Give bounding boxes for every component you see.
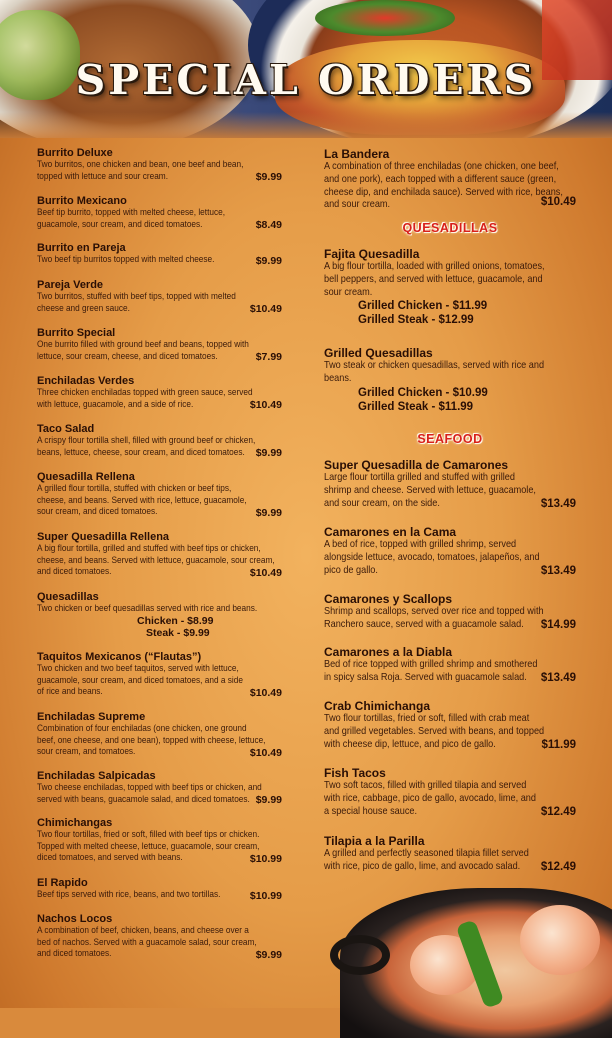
item-desc: and diced tomatoes. — [37, 566, 112, 577]
item-desc: cheese and green sauce. — [37, 302, 130, 313]
item-desc: guacamole, sour cream, and diced tomatoes, and a side — [37, 674, 243, 685]
item-desc: Bed of rice topped with grilled shrimp and smothered — [324, 659, 538, 670]
item-desc: Combination of four enchiladas (one chicken, one ground — [37, 723, 247, 733]
item-price: $12.49 — [540, 861, 576, 873]
menu-item — [324, 247, 576, 327]
item-desc: Two chicken and two beef taquitos, served with lettuce, — [37, 663, 239, 673]
item-desc: shrimp and cheese. Served with lettuce, guacamole, — [324, 484, 536, 496]
item-desc: with lettuce, guacamole, and a side of rice. — [37, 398, 194, 409]
item-desc: Two beef tip burritos topped with melted cheese. — [37, 254, 215, 264]
menu-item — [324, 147, 576, 212]
item-name: Taquitos Mexicanos (“Flautas”) — [37, 651, 202, 663]
item-desc: A crispy flour tortilla shell, filled with ground beef or chicken, — [37, 435, 256, 445]
item-desc: cheese, and beans. Served with lettuce, guacamole, sour cream, — [37, 554, 275, 565]
menu-item — [37, 591, 282, 639]
item-price: $10.49 — [540, 196, 576, 208]
item-desc: and diced tomatoes. — [37, 948, 112, 959]
item-desc: Beef tips served with rice, beans, and two tortillas. — [37, 889, 221, 899]
section-heading-quesadillas: QUESADILLAS — [402, 221, 498, 235]
menu-item — [37, 423, 282, 458]
menu-item — [324, 834, 576, 874]
menu-item — [37, 651, 282, 698]
item-desc: sour cream, and tomatoes. — [37, 746, 136, 757]
item-desc: cheese dip, and enchilada sauce). Served with rice, beans, — [324, 186, 563, 198]
sub-price: Grilled Steak - $12.99 — [358, 314, 474, 327]
item-name: Burrito Mexicano — [37, 195, 127, 207]
pico-garnish — [315, 0, 455, 36]
menu-item — [37, 147, 282, 182]
item-desc: alongside lettuce, avocado, tomatoes, jalapeños, and — [324, 551, 540, 563]
item-name: Fajita Quesadilla — [324, 247, 420, 261]
menu-item — [37, 195, 282, 230]
menu-item — [37, 242, 282, 266]
item-price: $9.99 — [255, 794, 282, 806]
menu-item — [37, 877, 282, 901]
menu-item — [324, 645, 576, 685]
item-name: Tilapia a la Parilla — [324, 834, 425, 848]
item-name: Taco Salad — [37, 423, 95, 435]
item-desc: Two soft tacos, filled with grilled tilapia and served — [324, 780, 527, 791]
sub-price: Grilled Chicken - $10.99 — [358, 386, 488, 399]
item-price: $12.49 — [540, 806, 576, 818]
item-desc: with rice, pico de gallo, lime, and avocado salad. — [324, 860, 521, 872]
item-desc: of rice and beans. — [37, 686, 103, 697]
item-desc: cheese, and beans. Served with rice, lettuce, guacamole, — [37, 494, 247, 505]
menu-item — [324, 592, 576, 632]
item-name: Camarones a la Diabla — [324, 645, 453, 659]
menu-item — [324, 525, 576, 577]
menu-item — [37, 471, 282, 518]
menu-item — [37, 279, 282, 314]
item-desc: in spicy salsa Roja. Served with guacamole salad. — [324, 671, 527, 683]
item-name: Super Quesadilla Rellena — [37, 531, 170, 543]
item-price: $9.99 — [255, 171, 282, 183]
item-price: $10.99 — [249, 890, 282, 902]
skillet-handle — [330, 935, 390, 975]
item-price: $14.99 — [540, 619, 576, 631]
item-desc: sour cream, and diced tomatoes. — [37, 506, 158, 517]
item-desc: A combination of three enchiladas (one chicken, one beef, — [324, 161, 559, 172]
item-desc: sour cream. — [324, 286, 373, 298]
item-desc: Two cheese enchiladas, topped with beef tips or chicken, and — [37, 782, 262, 792]
item-name: Enchiladas Verdes — [37, 375, 135, 387]
item-name: Enchiladas Salpicadas — [37, 770, 156, 782]
menu-item — [37, 770, 282, 805]
item-desc: beans. — [324, 372, 352, 384]
item-desc: lettuce, sour cream, cheese, and diced tomatoes. — [37, 350, 218, 361]
item-name: Crab Chimichanga — [324, 699, 431, 713]
item-price: $10.99 — [249, 853, 282, 865]
item-name: Quesadilla Rellena — [37, 471, 135, 483]
item-desc: Beef tip burrito, topped with melted cheese, lettuce, — [37, 207, 226, 217]
item-price: $13.49 — [540, 498, 576, 510]
item-desc: diced tomatoes, and served with beans. — [37, 852, 183, 863]
item-desc: A grilled and perfectly seasoned tilapia fillet served — [324, 848, 529, 859]
item-desc: Ranchero sauce, served with a guacamole salad. — [324, 618, 524, 630]
item-desc: Shrimp and scallops, served over rice and topped with — [324, 606, 544, 617]
item-name: Burrito en Pareja — [37, 242, 126, 254]
item-desc: with rice, cabbage, pico de gallo, avocado, lime, and — [324, 792, 536, 804]
menu-item — [324, 699, 576, 751]
item-desc: and grilled vegetables. Served with beans, and topped — [324, 725, 545, 737]
item-price: $10.49 — [249, 399, 282, 411]
menu-item — [324, 458, 576, 510]
item-price: $10.49 — [249, 303, 282, 315]
sub-price: Grilled Chicken - $11.99 — [358, 300, 488, 313]
item-desc: beans, lettuce, cheese, sour cream, and diced tomatoes. — [37, 446, 245, 457]
item-name: El Rapido — [37, 877, 88, 889]
item-desc: Three chicken enchiladas topped with green sauce, served — [37, 387, 253, 397]
item-name: Pareja Verde — [37, 279, 104, 291]
menu-item — [37, 913, 282, 960]
item-name: Burrito Deluxe — [37, 147, 113, 159]
item-name: Camarones en la Cama — [324, 525, 457, 539]
item-desc: Two chicken or beef quesadillas served with rice and beans. — [37, 603, 258, 613]
item-name: La Bandera — [324, 147, 390, 161]
item-desc: A big flour tortilla, grilled and stuffed with beef tips or chicken, — [37, 543, 261, 553]
menu-item — [37, 531, 282, 578]
item-desc: Topped with melted cheese, lettuce, guacamole, sour cream, — [37, 840, 260, 851]
item-price: $9.99 — [255, 447, 282, 459]
item-name: Fish Tacos — [324, 766, 386, 780]
item-desc: Large flour tortilla grilled and stuffed with grilled — [324, 472, 515, 483]
item-name: Quesadillas — [37, 591, 99, 603]
item-desc: One burrito filled with ground beef and beans, topped with — [37, 339, 249, 349]
item-price: $8.49 — [255, 219, 282, 231]
item-price: $10.49 — [249, 567, 282, 579]
item-desc: and sour cream. — [324, 199, 391, 211]
item-desc: A combination of beef, chicken, beans, and cheese over a — [37, 925, 249, 935]
menu-item — [324, 766, 576, 818]
item-desc: with cheese dip, lettuce, and pico de gallo. — [324, 738, 496, 750]
item-desc: Two flour tortillas, fried or soft, filled with crab meat — [324, 713, 530, 724]
sub-price: Chicken - $8.99 — [137, 614, 214, 627]
menu-item — [37, 375, 282, 410]
shrimp-photo — [520, 905, 600, 975]
sub-price: Grilled Steak - $11.99 — [358, 400, 474, 413]
sub-price: Steak - $9.99 — [146, 626, 210, 639]
menu-item — [37, 817, 282, 864]
item-price: $9.99 — [255, 255, 282, 267]
item-desc: a special house sauce. — [324, 805, 418, 817]
item-desc: guacamole, sour cream, and diced tomatoes. — [37, 218, 203, 229]
page-title: SPECIAL ORDERS — [75, 56, 537, 104]
item-desc: Two steak or chicken quesadillas, served with rice and — [324, 360, 545, 371]
item-name: Chimichangas — [37, 817, 113, 829]
item-desc: served with beans, guacamole salad, and diced tomatoes. — [37, 793, 250, 804]
item-price: $7.99 — [255, 351, 282, 363]
item-desc: A grilled flour tortilla, stuffed with chicken or beef tips, — [37, 483, 232, 493]
item-price: $11.99 — [541, 739, 576, 751]
item-desc: Two flour tortillas, fried or soft, filled with beef tips or chicken. — [37, 829, 260, 839]
item-desc: bed of nachos. Served with a guacamole salad, sour cream, — [37, 936, 257, 947]
item-desc: bell peppers, and served with lettuce, guacamole, and — [324, 273, 543, 285]
item-price: $10.49 — [249, 747, 282, 759]
menu-item — [37, 711, 282, 758]
item-desc: and one pork), each topped with a different sauce (green, — [324, 173, 557, 185]
item-desc: and sour cream, on the side. — [324, 497, 440, 509]
item-desc: Two burritos, stuffed with beef tips, topped with melted — [37, 291, 236, 301]
item-price: $10.49 — [249, 687, 282, 699]
item-name: Burrito Special — [37, 327, 116, 339]
item-price: $13.49 — [540, 672, 576, 684]
item-name: Super Quesadilla de Camarones — [324, 458, 509, 472]
item-name: Grilled Quesadillas — [324, 346, 433, 360]
item-price: $9.99 — [255, 949, 282, 961]
menu-item — [324, 346, 576, 414]
item-desc: beef, one cheese, and one bean), topped with cheese, lettuce, — [37, 734, 266, 745]
item-name: Enchiladas Supreme — [37, 711, 146, 723]
item-desc: A bed of rice, topped with grilled shrimp, served — [324, 539, 517, 550]
item-name: Camarones y Scallops — [324, 592, 453, 606]
item-desc: Two burritos, one chicken and bean, one beef and bean, — [37, 159, 244, 169]
item-name: Nachos Locos — [37, 913, 113, 925]
item-price: $9.99 — [255, 507, 282, 519]
item-desc: topped with lettuce and sour cream. — [37, 170, 169, 181]
section-heading-seafood: SEAFOOD — [417, 432, 483, 446]
item-price: $13.49 — [540, 565, 576, 577]
menu-item — [37, 327, 282, 362]
item-desc: A big flour tortilla, loaded with grilled onions, tomatoes, — [324, 261, 545, 272]
item-desc: pico de gallo. — [324, 564, 378, 576]
